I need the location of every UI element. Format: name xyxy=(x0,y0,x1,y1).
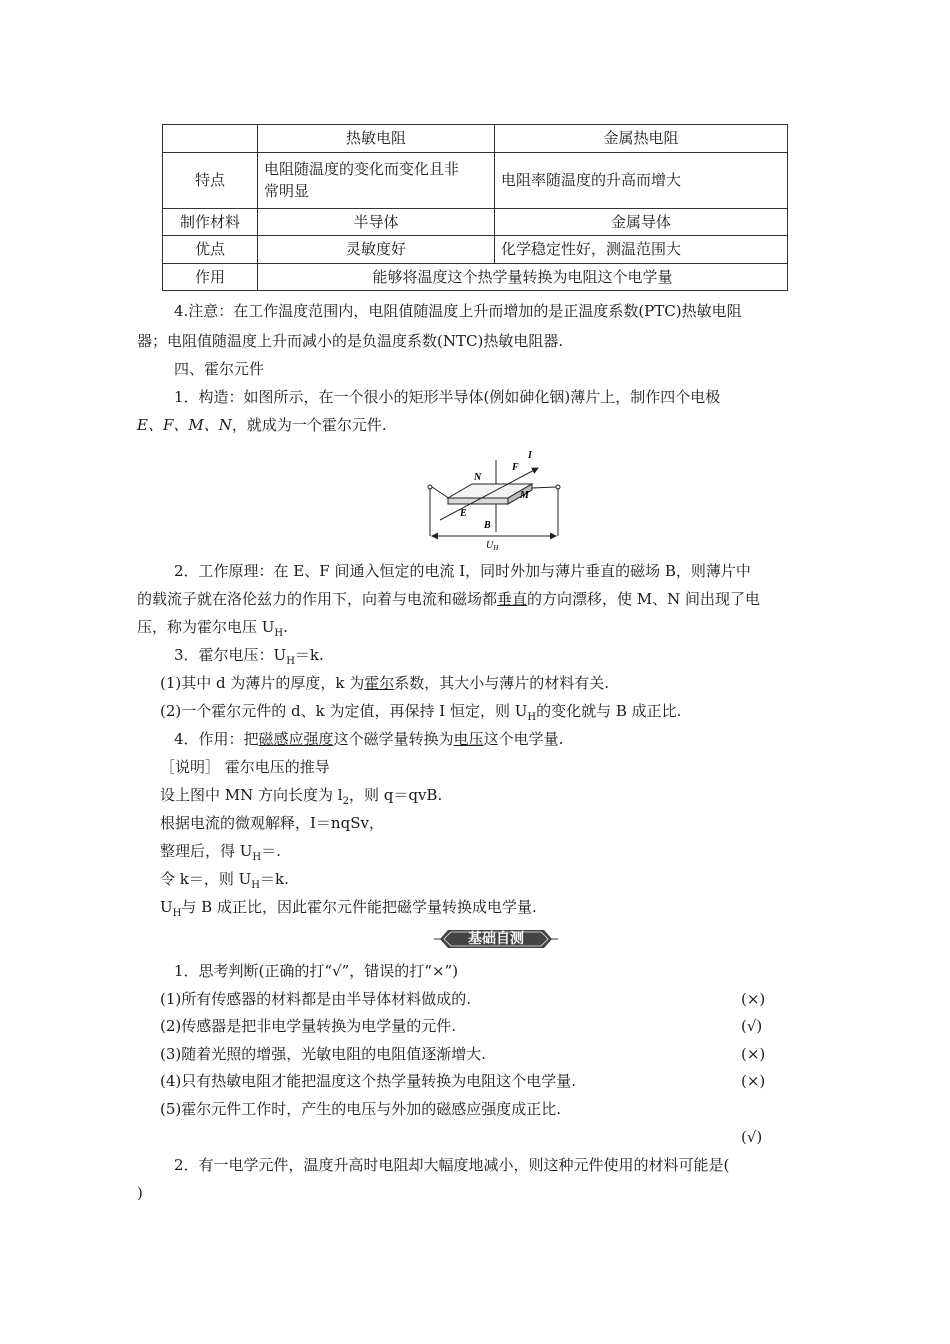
judge-item: (3)随着光照的增强，光敏电阻的电阻值逐渐增大. xyxy=(160,1045,487,1063)
subscript: 2 xyxy=(342,796,349,807)
judge-mark: (√) xyxy=(741,1017,763,1035)
text-span: 令 k＝，则 U xyxy=(160,870,252,888)
text-span: 3．霍尔电压：U xyxy=(174,646,287,664)
text-span: ，则 q＝qvB. xyxy=(348,786,443,804)
text-span: 整理后，得 U xyxy=(160,842,253,860)
text-span: ，就成为一个霍尔元件. xyxy=(231,416,387,434)
derivation-line xyxy=(160,840,281,869)
table-row xyxy=(163,208,788,236)
structure-line: 1．构造：如图所示，在一个很小的矩形半导体(例如砷化铟)薄片上，制作四个电极 xyxy=(174,388,721,406)
text-span: (2)一个霍尔元件的 d、k 为定值，再保持 I 恒定，则 U xyxy=(160,702,528,720)
table-row xyxy=(163,263,788,291)
label-UH-main: U xyxy=(486,540,494,550)
text-span: 这个电学量. xyxy=(483,730,564,748)
text-span: 的载流子就在洛伦兹力的作用下，向着与电流和磁场都 xyxy=(137,590,498,608)
hall-element-figure xyxy=(420,444,570,550)
subscript: H xyxy=(286,656,295,667)
underlined-answer: 垂直 xyxy=(497,590,528,608)
text-span: ＝k. xyxy=(294,646,324,664)
question-line: 2．有一电学元件，温度升高时电阻却大幅度地减小，则这种元件使用的材料可能是( xyxy=(174,1156,730,1174)
text-span: 的变化就与 B 成正比. xyxy=(536,702,682,720)
text-span: (1)其中 d 为薄片的厚度，k 为 xyxy=(160,674,365,692)
text-span: 的方向漂移，使 M、N 间出现了电 xyxy=(527,590,761,608)
text-span: 设上图中 MN 方向长度为 l xyxy=(160,786,343,804)
table-cell-line: 常明显 xyxy=(264,182,310,200)
label-E: E xyxy=(460,508,467,519)
table-row xyxy=(163,152,788,208)
label-F: F xyxy=(512,462,519,473)
electrode-labels: E、F、M、N xyxy=(137,416,232,434)
note-line: 器；电阻值随温度上升而减小的是负温度系数(NTC)热敏电阻器. xyxy=(137,332,564,350)
table-cell-span: 能够将温度这个热学量转换为电阻这个电学量 xyxy=(258,263,788,291)
text-span: . xyxy=(283,618,288,636)
underlined-answer: 磁感应强度 xyxy=(258,730,334,748)
table-header-row xyxy=(163,125,788,153)
label-I: I xyxy=(528,450,532,461)
judge-mark: (×) xyxy=(741,990,766,1008)
text-span: 这个磁学量转换为 xyxy=(333,730,454,748)
table-row-label: 制作材料 xyxy=(163,208,258,236)
derivation-line: 根据电流的微观解释，I＝nqSv， xyxy=(160,814,384,832)
table-cell xyxy=(258,152,495,208)
text-span: 与 B 成正比，因此霍尔元件能把磁学量转换成电学量. xyxy=(181,898,537,916)
question-line: ) xyxy=(137,1184,143,1202)
underlined-answer: 霍尔 xyxy=(364,674,395,692)
judge-item: (4)只有热敏电阻才能把温度这个热学量转换为电阻这个电学量. xyxy=(160,1072,577,1090)
judge-mark: (×) xyxy=(741,1072,766,1090)
label-UH xyxy=(486,540,499,550)
principle-line: 2．工作原理：在 E、F 间通入恒定的电流 I，同时外加与薄片垂直的磁场 B，则薄片中 xyxy=(174,562,751,580)
label-N: N xyxy=(474,472,482,483)
text-span: 4．作用：把 xyxy=(174,730,259,748)
text-span: ＝. xyxy=(261,842,281,860)
text-span: 压，称为霍尔电压 U xyxy=(137,618,275,636)
table-header-cell: 热敏电阻 xyxy=(258,125,495,153)
table-row-label: 优点 xyxy=(163,236,258,264)
point-line xyxy=(160,700,681,729)
table-cell-line: 电阻随温度的变化而变化且非 xyxy=(264,159,460,178)
question-title: 1．思考判断(正确的打“√”，错误的打“×”) xyxy=(174,962,459,980)
table-header-cell: 金属热电阻 xyxy=(495,125,788,153)
label-B: B xyxy=(484,520,491,531)
comparison-table xyxy=(162,124,788,291)
text-span: ＝k. xyxy=(260,870,289,888)
derivation-title: ［说明］ 霍尔电压的推导 xyxy=(160,758,330,776)
derivation-line xyxy=(160,896,537,925)
derivation-line xyxy=(160,784,442,813)
principle-line xyxy=(137,588,760,610)
label-M: M xyxy=(520,490,529,501)
self-test-badge-label: 基础自测 xyxy=(468,931,524,947)
derivation-line xyxy=(160,868,289,897)
subscript: H xyxy=(274,628,284,639)
principle-line xyxy=(137,616,288,645)
section-title: 四、霍尔元件 xyxy=(174,360,265,378)
table-cell: 电阻率随温度的升高而增大 xyxy=(495,152,788,208)
table-cell: 半导体 xyxy=(258,208,495,236)
judge-mark: (×) xyxy=(741,1045,766,1063)
table-row-label: 特点 xyxy=(163,152,258,208)
table-cell: 金属导体 xyxy=(495,208,788,236)
table-row xyxy=(163,236,788,264)
judge-item: (5)霍尔元件工作时，产生的电压与外加的磁感应强度成正比. xyxy=(160,1100,562,1118)
table-cell: 灵敏度好 xyxy=(258,236,495,264)
judge-item: (2)传感器是把非电学量转换为电学量的元件. xyxy=(160,1017,457,1035)
judge-mark: (√) xyxy=(741,1128,763,1146)
table-row-label: 作用 xyxy=(163,263,258,291)
subscript: H xyxy=(252,852,262,863)
table-cell: 化学稳定性好，测温范围大 xyxy=(495,236,788,264)
usage-line xyxy=(174,728,563,750)
structure-line xyxy=(137,414,387,436)
underlined-answer: 电压 xyxy=(453,730,484,748)
hall-voltage-line xyxy=(174,644,324,673)
note-line: 4.注意：在工作温度范围内，电阻值随温度上升而增加的是正温度系数(PTC)热敏电阻 xyxy=(174,302,742,320)
label-UH-sub: H xyxy=(493,544,499,550)
subscript: H xyxy=(251,880,261,891)
subscript: H xyxy=(172,908,182,919)
point-line xyxy=(160,672,609,694)
self-test-badge xyxy=(434,928,558,950)
text-span: U xyxy=(160,898,173,916)
subscript: H xyxy=(527,712,537,723)
judge-item: (1)所有传感器的材料都是由半导体材料做成的. xyxy=(160,990,472,1008)
text-span: 系数，其大小与薄片的材料有关. xyxy=(394,674,610,692)
table-header-cell xyxy=(163,125,258,153)
